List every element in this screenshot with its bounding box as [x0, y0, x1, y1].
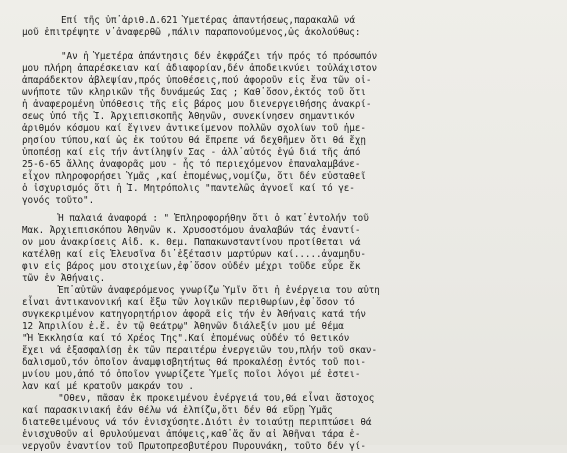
- text-line: ἡ ἀναφερομένη ὑπόθεσις τῆς εἰς βάρος μου διενεργειθήσης ἀνακρί-: [22, 99, 372, 110]
- text-line: συγκεκριμένον κατηγορητήριον ἀφορᾶ εἰς τήν ἐν Ἀθήναις κατά τήν: [22, 309, 366, 320]
- text-line: νεργοῦν ἐναντίον τοῦ Πρωτοπρεσβυτέρου Πυρουνάκη, τοῦτο δέν γί-: [22, 441, 366, 452]
- text-line: ρησίου τύπου,καί ὡς ἐκ τούτου θά ἔπρεπε νά δεχθῆμεν ὅτι θά ἔχῃ: [22, 135, 366, 146]
- text-line: Ἐπ᾿αὐτῶν ἀναφερόμενος γνωρίζω Ὑμῖν ὅτι ἡ ἐνέργεια του αὐτη: [47, 285, 380, 296]
- text-line: κατέλθῃ καί εἰς Ἐλευσῖνα δι᾿ἐξέτασιν μαρτύρων καί.....ἀναμηδυ-: [22, 249, 366, 260]
- text-line: Επί τῆς ὑπ᾿ἀριθ.Δ.621 Ὑμετέρας ἀπαντήσεως,παρακαλῶ νά: [61, 15, 356, 26]
- text-line: δαλισμοῦ,τόν ὁποῖον ἀναμφισβητήτως θά προκαλέσῃ ἐντός τοῦ ποι-: [22, 357, 366, 368]
- text-line: σεως ὑπό τῆς Ἰ. Ἀρχιεπισκοπῆς Ἀθηνῶν, συνεκίνησεν σημαντικόν: [22, 111, 355, 122]
- text-line: λαν καί μέ κρατοῦν μακράν του .: [22, 381, 194, 392]
- text-line: ἀριθμόν κόσμου καί ἔγινεν ἀντικείμενον πολλῶν σχολίων τοῦ ἡμε-: [22, 123, 366, 134]
- text-line: ον μου ἀνακρίσεις Αἰδ. κ. Θεμ. Παπακωνσταντίνου προτίθεται νά: [22, 237, 361, 248]
- text-line: 25-6-65 ἄλλης ἀναφορᾶς μου - ἧς τό περιεχόμενον ἐπαναλαμβάνε-: [22, 159, 361, 170]
- text-line: φιν εἰς βάρος μου στοιχείων,ἐφ᾿ὅσον οὐδέν μέχρι τοῦδε εὗρε ἔκ: [22, 261, 361, 272]
- text-line: 12 Ἀπριλίου ἐ.ἔ. ἐν τῷ θεάτρῳ" Ἀθηνῶν διάλεξίν μου μέ θέμα: [22, 321, 344, 332]
- text-line: "Αν ἡ Ὑμετέρα ἀπάντησις δέν ἐκφράζει τήν πρός τό πρόσωπόν: [61, 51, 378, 62]
- text-line: Ἡ παλαιά ἀναφορά : " Ἐπληροφορήθην ὅτι ὁ κατ᾿ἐντολήν τοῦ: [47, 213, 369, 224]
- text-line: εἶχον πληροφορήσει Ὑμᾶς ,καί ἑπομένως,νομίζω, ὅτι δέν εὐσταθεῖ: [22, 171, 366, 182]
- text-line: ἔχει νά ἐξασφαλίσῃ ἐκ τῶν περαιτέρω ἐνεργειῶν του,πλήν τοῦ σκαν-: [22, 345, 378, 356]
- text-line: ἐνισχυθοῦν αἱ θρυλούμεναι ἀπόψεις,καθ᾿ἅς ἄν αἱ Ἀθῆναι τάρα ἐ-: [22, 429, 361, 440]
- text-line: γονός τοῦτο".: [22, 195, 95, 206]
- text-line: ὁ ἰσχυρισμός ὅτι ἡ Ἰ. Μητρόπολις "παντελῶς ἀγνοεῖ καί τό γε-: [22, 183, 355, 194]
- text-line: "Οθεν, πᾶσαν ἐκ προκειμένου ἐνέργειά του,θά εἶναι ἄστοχος: [47, 393, 375, 404]
- text-line: τῶν ἐν Ἀθήναις.: [22, 273, 106, 284]
- text-line: μνίου μου,ἀπό τό ὁποῖον γνωρίζετε Ὑμεῖς ποῖοι λόγοι μέ ἐστει-: [22, 369, 361, 380]
- text-line: μου πλήρη ἀπαρέσκειαν καί ἀδιαφορίαν,δέν ἀποδεικνύει τοὐλάχιστον: [22, 63, 378, 74]
- text-line: ἀπαράδεκτον ἀβλεψίαν,πρός ὑποθέσεις,πού ἀφοροῦν εἰς ἕνα τῶν οἰ-: [22, 75, 372, 86]
- text-line: καί παρασκινιακή ἐάν θέλω νά ἐλπίζω,ὅτι δέν θά εὕρῃ Ὑμᾶς: [22, 405, 333, 416]
- text-line: ωνήποτε τῶν κληρικῶν τῆς δυνάμεώς Σας ; Καθ᾿ὅσον,ἐκτός τοῦ ὅτι: [22, 87, 366, 98]
- text-line: "Ἡ Ἐκκλησία καί τό Χρέος Της".Καί ἑπομένως οὐδέν τό θετικόν: [22, 333, 350, 344]
- text-line: ὑποπέσῃ καί εἰς τήν ἀντίληψίν Σας - ἀλλ᾿αὐτός ἐγώ διά τῆς ἀπό: [22, 147, 361, 158]
- text-line: μοῦ ἐπιτρέψητε ν᾿ἀναφερθῶ ,πάλιν παραπονούμενος,ὡς ἀκολούθως:: [22, 27, 361, 38]
- text-line: εἶναι ἀντικανονική καί ἔξω τῶν λογικῶν περιθωρίων,ἐφ᾿ὅσον τό: [22, 297, 355, 308]
- text-line: διατεθειμένους νά τόν ἐνισχύσητε.Διότι ἐν τοιαύτῃ περιπτώσει θά: [22, 417, 372, 428]
- text-line: Μακ. Ἀρχιεπισκόπου Ἀθηνῶν κ. Χρυσοστόμου ἀναλαβών τάς ἐναντί-: [22, 225, 361, 236]
